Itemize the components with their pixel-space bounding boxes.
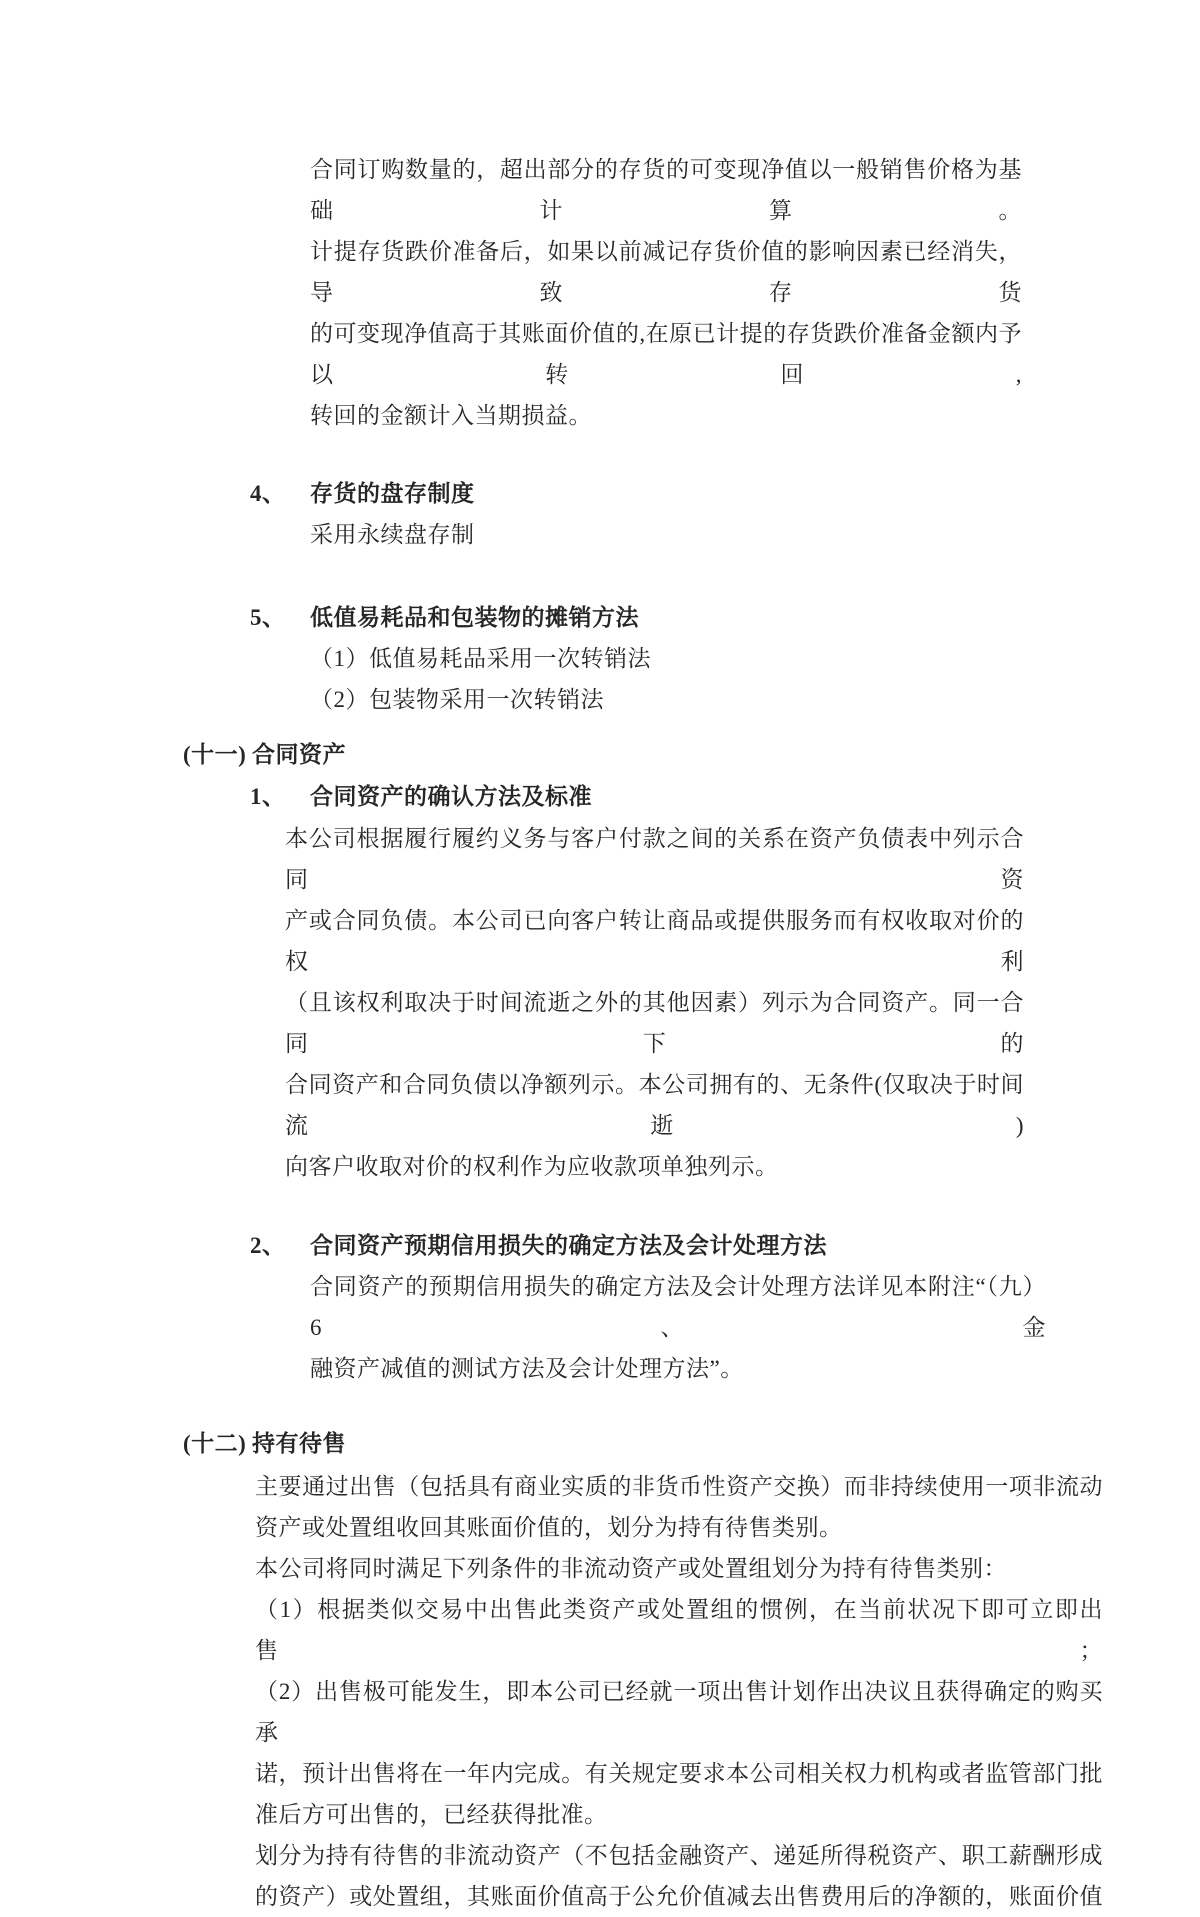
- heading-number: 2、: [250, 1233, 286, 1258]
- heading-section11-item1: [183, 776, 1200, 817]
- item5-point: （2）包装物采用一次转销法: [310, 687, 604, 712]
- section-number: (十一): [183, 742, 247, 767]
- text-line: 产或合同负债。本公司已向客户转让商品或提供服务而有权收取对价的权利: [285, 908, 1024, 974]
- item5-point: （1）低值易耗品采用一次转销法: [310, 646, 651, 671]
- paragraph-contract-asset-recognition: [285, 818, 1024, 1187]
- heading-title: 合同资产的确认方法及标准: [310, 784, 592, 809]
- text-line: （2）出售极可能发生，即本公司已经就一项出售计划作出决议且获得确定的购买承: [255, 1679, 1103, 1745]
- text-line: 合同订购数量的，超出部分的存货的可变现净值以一般销售价格为基础计算。: [310, 157, 1022, 223]
- item4-body: 采用永续盘存制: [310, 522, 475, 547]
- text-line: 转回的金额计入当期损益。: [310, 403, 592, 428]
- paragraph-contract-asset-ecl: [310, 1266, 1046, 1389]
- text-line: （且该权利取决于时间流逝之外的其他因素）列示为合同资产。同一合同下的: [285, 990, 1024, 1056]
- text-line: 的资产）或处置组，其账面价值高于公允价值减去出售费用后的净额的，账面价值: [255, 1884, 1103, 1909]
- section-title: 合同资产: [252, 742, 346, 767]
- text-line: 本公司根据履行履约义务与客户付款之间的关系在资产负债表中列示合同资: [285, 826, 1024, 892]
- heading-number: 1、: [250, 784, 286, 809]
- text-line: 主要通过出售（包括具有商业实质的非货币性资产交换）而非持续使用一项非流动: [255, 1474, 1103, 1499]
- text-line: 准后方可出售的，已经获得批准。: [255, 1802, 608, 1827]
- paragraph-inventory-provision: [310, 149, 1022, 436]
- text-line: 诺，预计出售将在一年内完成。有关规定要求本公司相关权力机构或者监管部门批: [255, 1761, 1103, 1786]
- heading-number: 5、: [250, 605, 286, 630]
- heading-title: 低值易耗品和包装物的摊销方法: [310, 605, 639, 630]
- heading-item5: [183, 597, 1200, 638]
- heading-section12: [183, 1423, 1200, 1464]
- heading-title: 存货的盘存制度: [310, 481, 475, 506]
- text-line: 向客户收取对价的权利作为应收款项单独列示。: [285, 1154, 779, 1179]
- text-line: 本公司将同时满足下列条件的非流动资产或处置组划分为持有待售类别：: [255, 1556, 1007, 1581]
- text-line: 合同资产的预期信用损失的确定方法及会计处理方法详见本附注“（九）6、金: [310, 1274, 1046, 1340]
- text-line: （1）根据类似交易中出售此类资产或处置组的惯例，在当前状况下即可立即出售；: [255, 1597, 1103, 1663]
- heading-title: 合同资产预期信用损失的确定方法及会计处理方法: [310, 1233, 827, 1258]
- heading-section11-item2: [183, 1225, 1200, 1266]
- text-line: 资产或处置组收回其账面价值的，划分为持有待售类别。: [255, 1515, 843, 1540]
- section-number: (十二): [183, 1431, 247, 1456]
- section-title: 持有待售: [252, 1431, 346, 1456]
- text-line: 的可变现净值高于其账面价值的,在原已计提的存货跌价准备金额内予以转回,: [310, 321, 1022, 387]
- heading-number: 4、: [250, 481, 286, 506]
- text-line: 划分为持有待售的非流动资产（不包括金融资产、递延所得税资产、职工薪酬形成: [255, 1843, 1103, 1868]
- text-line: 融资产减值的测试方法及会计处理方法”。: [310, 1356, 744, 1381]
- paragraph-held-for-sale: [255, 1466, 1103, 1917]
- text-line: 计提存货跌价准备后，如果以前减记存货价值的影响因素已经消失，导致存货: [310, 239, 1022, 305]
- text-line: 合同资产和合同负债以净额列示。本公司拥有的、无条件(仅取决于时间流逝): [285, 1072, 1024, 1138]
- heading-item4: [183, 473, 1200, 514]
- heading-section11: [183, 734, 1200, 775]
